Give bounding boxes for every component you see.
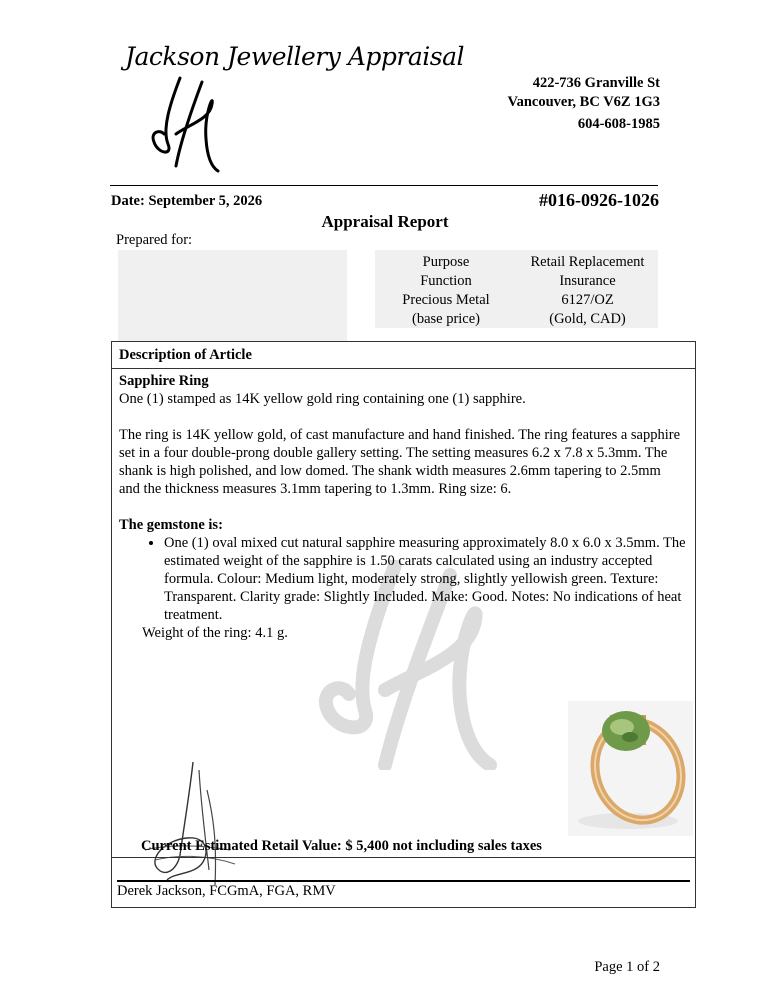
gemstone-heading: The gemstone is: — [119, 517, 223, 533]
function-value: Insurance — [559, 273, 616, 289]
monogram-logo-icon — [140, 74, 230, 174]
description-header: Description of Article — [112, 342, 695, 369]
address-line-2: Vancouver, BC V6Z 1G3 — [507, 94, 660, 110]
gemstone-item: • One (1) oval mixed cut natural sapphire measuring approximately 8.0 x 6.0 x 3.5mm. The estimated weight of the sapphire is 1.50 carats calculated using an industry accepted formula. Colour: Medium light, moderately strong, slightly yellowish green. Texture: Transparent. Clarity grade: Slightly Included. Make: Good. Notes: No indications of heat treatment. — [164, 534, 695, 624]
value-row-divider — [111, 857, 696, 858]
report-number: #016-0926-1026 — [539, 190, 659, 210]
gemstone-list — [119, 534, 695, 624]
ring-weight: Weight of the ring: 4.1 g. — [142, 625, 288, 641]
company-logo-text: Jackson Jewellery Appraisal — [125, 42, 464, 71]
signer-name: Derek Jackson, FCGmA, FGA, RMV — [117, 883, 336, 899]
company-phone: 604-608-1985 — [577, 116, 660, 132]
company-address — [507, 74, 660, 134]
header-divider — [110, 185, 658, 186]
prepared-for-label: Prepared for: — [116, 232, 193, 248]
purpose-values — [517, 253, 658, 329]
report-date: Date: September 5, 2026 — [111, 193, 263, 209]
description-body — [112, 369, 695, 642]
report-title: Appraisal Report — [321, 212, 449, 231]
item-title: Sapphire Ring — [119, 373, 209, 389]
retail-value: Current Estimated Retail Value: $ 5,400 not including sales taxes — [141, 838, 542, 854]
prepared-for-box — [118, 250, 347, 341]
base-price-label: (base price) — [411, 311, 481, 327]
item-details: The ring is 14K yellow gold, of cast manufacture and hand finished. The ring features a sapphire set in a four double-prong double gallery setting. The setting measures 6.2 x 7.8 x 5.3mm. The shank is high polished, and low domed. The shank width measures 2.6mm tapering to 2.5mm and the thickness measures 3.1mm tapering to 1.3mm. Ring size: 6. — [119, 427, 681, 497]
metal-value: 6127/OZ — [561, 292, 614, 308]
purpose-box — [375, 250, 658, 328]
page-number: Page 1 of 2 — [594, 959, 660, 975]
function-label: Function — [420, 273, 472, 289]
base-price-value: (Gold, CAD) — [549, 311, 626, 327]
signature-icon — [135, 760, 245, 890]
purpose-label: Purpose — [422, 254, 470, 270]
address-line-1: 422-736 Granville St — [532, 75, 660, 91]
purpose-value: Retail Replacement — [530, 254, 645, 270]
item-summary: One (1) stamped as 14K yellow gold ring containing one (1) sapphire. — [119, 391, 526, 407]
metal-label: Precious Metal — [402, 292, 490, 308]
signature-line — [117, 880, 690, 882]
ring-photo — [568, 701, 693, 836]
purpose-labels — [375, 253, 517, 329]
